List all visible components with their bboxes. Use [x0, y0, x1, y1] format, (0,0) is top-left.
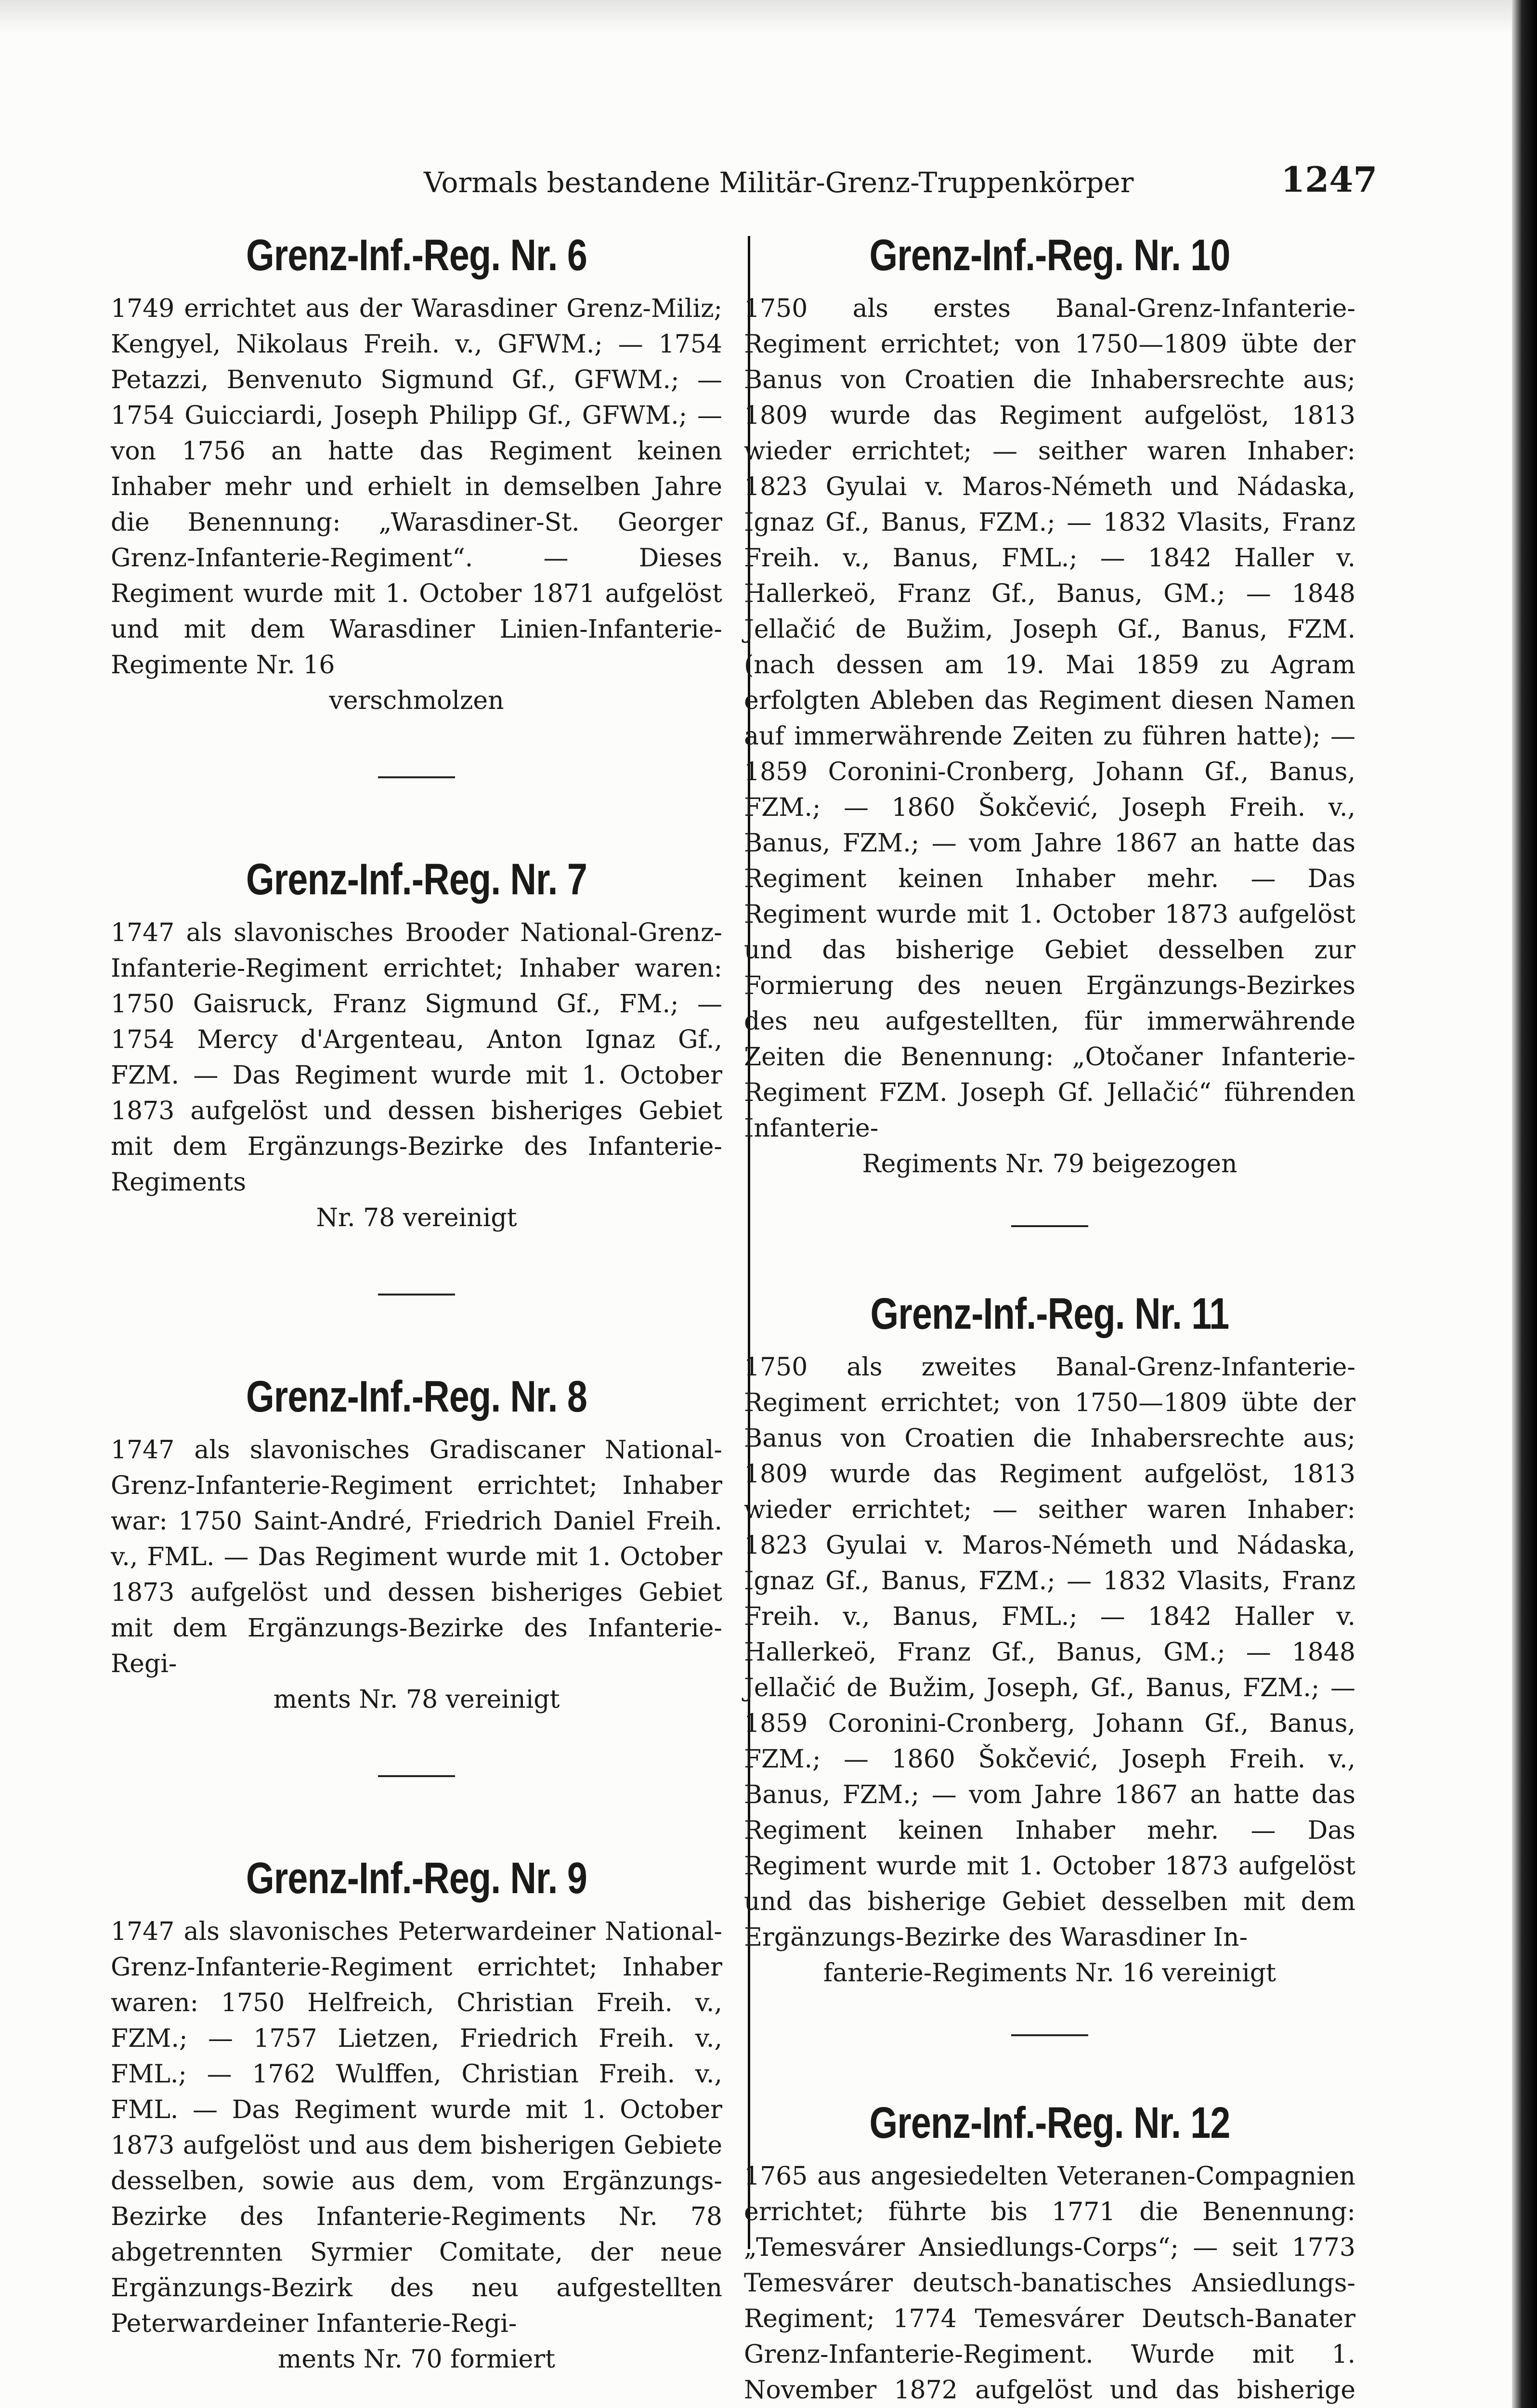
entry-reg-6: [111, 226, 722, 719]
entry-title: Grenz-Inf.-Reg. Nr. 11: [870, 1289, 1229, 1338]
entry-last-line: ments Nr. 78 vereinigt: [273, 1685, 560, 1714]
entry-last-line: Nr. 78 vereinigt: [316, 1204, 517, 1232]
page-number: 1247: [1281, 159, 1378, 200]
section-separator: [378, 776, 455, 778]
entry-reg-8: [111, 1368, 722, 1717]
entry-title: Grenz-Inf.-Reg. Nr. 12: [869, 2098, 1230, 2147]
entry-text: 1747 als slavonisches Brooder National-Grenz-Infanterie-Regiment errichtet; Inhaber waren: 1750 Gaisruck, Franz Sigmund Gf., FM.; — 1754 Mercy d'Argenteau, Anton Ignaz Gf., FZM. — Das Regiment wurde mit 1. October 1873 aufgelöst und dessen bisheriges Gebiet mit dem Ergänzungs-Bezirke des Infanterie-Regiments: [111, 918, 722, 1197]
entry-last-line: ments Nr. 70 formiert: [278, 2345, 555, 2374]
entry-title: Grenz-Inf.-Reg. Nr. 8: [246, 1372, 587, 1421]
entry-title: Grenz-Inf.-Reg. Nr. 10: [869, 231, 1230, 280]
entry-reg-11: [744, 1285, 1355, 1991]
section-separator: [378, 1775, 455, 1777]
entry-reg-10: [744, 226, 1355, 1182]
entry-text: 1747 als slavonisches Gradiscaner National-Grenz-Infanterie-Regiment errichtet; Inhaber war: 1750 Saint-André, Friedrich Daniel Freih. v., FML. — Das Regiment wurde mit 1. October 1873 aufgelöst und dessen bisheriges Gebiet mit dem Ergänzungs-Bezirke des Infanterie-Regi-: [111, 1436, 722, 1678]
entry-reg-12: [744, 2094, 1355, 2408]
entry-text: 1747 als slavonisches Peterwardeiner National-Grenz-Infanterie-Regiment errichtet; Inhaber waren: 1750 Helfreich, Christian Freih. v., FZM.; — 1757 Lietzen, Friedrich Freih. v., FML.; — 1762 Wulffen, Christian Freih. v., FML. — Das Regiment wurde mit 1. October 1873 aufgelöst und aus dem bisherigen Gebiete desselben, sowie aus dem, vom Ergänzungs-Bezirke des Infanterie-Regiments Nr. 78 abgetrennten Syrmier Comitate, der neue Ergänzungs-Bezirk des neu aufgestellten Peterwardeiner Infanterie-Regi-: [111, 1917, 722, 2338]
entry-title: Grenz-Inf.-Reg. Nr. 6: [246, 231, 587, 280]
section-separator: [1011, 1225, 1088, 1227]
entry-last-line: Regiments Nr. 79 beigezogen: [862, 1150, 1237, 1178]
entry-last-line: fanterie-Regiments Nr. 16 vereinigt: [823, 1959, 1276, 1988]
section-separator: [378, 1294, 455, 1296]
running-title: Vormals bestandene Militär-Grenz-Truppenkörper: [424, 166, 1134, 199]
entry-text: 1765 aus angesiedelten Veteranen-Compagnien errichtet; führte bis 1771 die Benennung: „Temesvárer Ansiedlungs-Corps“; — seit 1773 Temesvárer deutsch-banatisches Ansiedlungs-Regiment; 1774 Temesvárer Deutsch-Banater Grenz-Infanterie-Regiment. Wurde mit 1. November 1872 aufgelöst und das bisherige: [744, 2162, 1355, 2405]
entry-text: 1750 als zweites Banal-Grenz-Infanterie-Regiment errichtet; von 1750—1809 übte der Banus von Croatien die Inhabersrechte aus; 1809 wurde das Regiment aufgelöst, 1813 wieder errichtet; — seither waren Inhaber: 1823 Gyulai v. Maros-Németh und Nádaska, Ignaz Gf., Banus, FZM.; — 1832 Vlasits, Franz Freih. v., Banus, FML.; — 1842 Haller v. Hallerkeö, Franz Gf., Banus, GM.; — 1848 Jellačić de Bužim, Joseph, Gf., Banus, FZM.; — 1859 Coronini-Cronberg, Johann Gf., Banus, FZM.; — 1860 Šokčević, Joseph Freih. v., Banus, FZM.; — vom Jahre 1867 an hatte das Regiment keinen Inhaber mehr. — Das Regiment wurde mit 1. October 1873 aufgelöst und das bisherige Gebiet desselben mit dem Ergänzungs-Bezirke des Warasdiner In-: [744, 1353, 1355, 1952]
section-separator: [1011, 2034, 1088, 2036]
entry-reg-9: [111, 1849, 722, 2377]
right-column: [744, 226, 1355, 2408]
page-right-edge: [1512, 0, 1537, 2408]
left-column: [111, 226, 722, 2408]
entry-title: Grenz-Inf.-Reg. Nr. 7: [246, 855, 587, 904]
entry-text: 1750 als erstes Banal-Grenz-Infanterie-Regiment errichtet; von 1750—1809 übte der Banus von Croatien die Inhabersrechte aus; 1809 wurde das Regiment aufgelöst, 1813 wieder errichtet; — seither waren Inhaber: 1823 Gyulai v. Maros-Németh und Nádaska, Ignaz Gf., Banus, FZM.; — 1832 Vlasits, Franz Freih. v., Banus, FML.; — 1842 Haller v. Hallerkeö, Franz Gf., Banus, GM.; — 1848 Jellačić de Bužim, Joseph Gf., Banus, FZM. (nach dessen am 19. Mai 1859 zu Agram erfolgten Ableben das Regiment diesen Namen auf immerwährende Zeiten zu führen hatte); — 1859 Coronini-Cronberg, Johann Gf., Banus, FZM.; — 1860 Šokčević, Joseph Freih. v., Banus, FZM.; — vom Jahre 1867 an hatte das Regiment keinen Inhaber mehr. — Das Regiment wurde mit 1. October 1873 aufgelöst und das bisherige Gebiet desselben zur Formierung des neuen Ergänzungs-Bezirkes des neu aufgestellten, für immerwährende Zeiten die Benennung: „Otočaner Infanterie-Regiment FZM. Joseph Gf. Jellačić“ führenden Infanterie-: [744, 294, 1355, 1143]
entry-reg-7: [111, 851, 722, 1236]
page-top-shadow: [0, 0, 1537, 34]
entry-last-line: verschmolzen: [329, 686, 504, 715]
entry-text: 1749 errichtet aus der Warasdiner Grenz-Miliz; Kengyel, Nikolaus Freih. v., GFWM.; — 1754 Petazzi, Benvenuto Sigmund Gf., GFWM.; — 1754 Guicciardi, Joseph Philipp Gf., GFWM.; — von 1756 an hatte das Regiment keinen Inhaber mehr und erhielt in demselben Jahre die Benennung: „Warasdiner-St. Georger Grenz-Infanterie-Regiment“. — Dieses Regiment wurde mit 1. October 1871 aufgelöst und mit dem Warasdiner Linien-Infanterie-Regimente Nr. 16: [111, 294, 722, 680]
entry-title: Grenz-Inf.-Reg. Nr. 9: [246, 1854, 587, 1903]
